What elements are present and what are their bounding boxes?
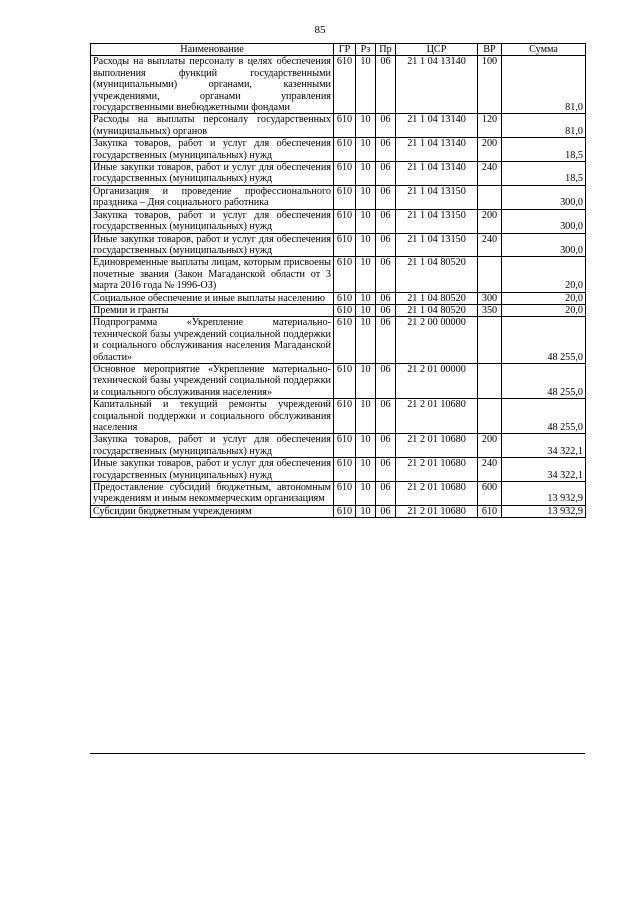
table-row [91,292,586,304]
cell-csr: 21 2 01 10680 [396,434,478,458]
cell-rz: 10 [356,114,376,138]
table-row [91,185,586,209]
table-row [91,363,586,398]
cell-gr: 610 [334,458,356,482]
cell-vr: 200 [478,138,502,162]
cell-csr: 21 2 01 10680 [396,399,478,434]
cell-vr: 200 [478,209,502,233]
cell-rz: 10 [356,162,376,186]
table-row [91,399,586,434]
cell-pr: 06 [376,257,396,292]
cell-rz: 10 [356,363,376,398]
cell-vr: 610 [478,505,502,517]
cell-pr: 06 [376,399,396,434]
cell-name: Единовременные выплаты лицам, которым присвоены почетные звания (Закон Магаданской области от 3 марта 2016 года № 1996-ОЗ) [91,257,334,292]
cell-pr: 06 [376,114,396,138]
cell-vr: 600 [478,482,502,506]
cell-gr: 610 [334,257,356,292]
cell-gr: 610 [334,317,356,364]
header-rz: Рз [356,44,376,56]
cell-rz: 10 [356,209,376,233]
cell-gr: 610 [334,363,356,398]
cell-csr: 21 2 00 00000 [396,317,478,364]
cell-csr: 21 1 04 13150 [396,185,478,209]
cell-gr: 610 [334,56,356,114]
header-name: Наименование [91,44,334,56]
cell-vr: 300 [478,292,502,304]
cell-vr [478,185,502,209]
cell-csr: 21 1 04 13150 [396,209,478,233]
cell-pr: 06 [376,138,396,162]
cell-rz: 10 [356,56,376,114]
cell-vr: 120 [478,114,502,138]
cell-name: Предоставление субсидий бюджетным, автономным учреждениям и иным некоммерческим организациям [91,482,334,506]
cell-csr: 21 1 04 80520 [396,257,478,292]
bottom-rule [90,753,585,754]
cell-rz: 10 [356,482,376,506]
cell-rz: 10 [356,257,376,292]
table-row [91,505,586,517]
cell-gr: 610 [334,233,356,257]
cell-sum: 300,0 [502,185,586,209]
table-header-row [91,44,586,56]
cell-rz: 10 [356,399,376,434]
cell-pr: 06 [376,304,396,316]
cell-gr: 610 [334,162,356,186]
cell-sum: 48 255,0 [502,317,586,364]
cell-sum: 20,0 [502,257,586,292]
header-csr: ЦСР [396,44,478,56]
cell-rz: 10 [356,304,376,316]
cell-sum: 48 255,0 [502,363,586,398]
cell-pr: 06 [376,482,396,506]
page-number: 85 [314,24,326,36]
cell-pr: 06 [376,162,396,186]
header-gr: ГР [334,44,356,56]
table-row [91,114,586,138]
cell-gr: 610 [334,434,356,458]
cell-name: Организация и проведение профессионального праздника – Дня социального работника [91,185,334,209]
cell-sum: 300,0 [502,209,586,233]
cell-vr: 100 [478,56,502,114]
table-row [91,317,586,364]
cell-vr: 350 [478,304,502,316]
cell-vr [478,317,502,364]
cell-pr: 06 [376,317,396,364]
cell-pr: 06 [376,56,396,114]
cell-vr: 240 [478,162,502,186]
cell-name: Закупка товаров, работ и услуг для обеспечения государственных (муниципальных) нужд [91,434,334,458]
cell-gr: 610 [334,138,356,162]
cell-vr: 240 [478,458,502,482]
table-row [91,458,586,482]
table-row [91,56,586,114]
table-row [91,209,586,233]
cell-rz: 10 [356,138,376,162]
cell-name: Закупка товаров, работ и услуг для обеспечения государственных (муниципальных) нужд [91,209,334,233]
cell-csr: 21 1 04 13140 [396,138,478,162]
cell-vr [478,399,502,434]
cell-pr: 06 [376,292,396,304]
cell-name: Закупка товаров, работ и услуг для обеспечения государственных (муниципальных) нужд [91,138,334,162]
cell-gr: 610 [334,209,356,233]
cell-sum: 13 932,9 [502,482,586,506]
cell-vr: 240 [478,233,502,257]
table-row [91,482,586,506]
cell-gr: 610 [334,292,356,304]
cell-vr [478,257,502,292]
cell-csr: 21 1 04 80520 [396,292,478,304]
cell-csr: 21 1 04 13150 [396,233,478,257]
cell-pr: 06 [376,209,396,233]
cell-csr: 21 1 04 13140 [396,114,478,138]
cell-name: Основное мероприятие «Укрепление материально-технической базы учреждений социальной поддержки и социального обслуживания населения» [91,363,334,398]
cell-pr: 06 [376,185,396,209]
budget-table [90,43,586,518]
table-row [91,138,586,162]
cell-sum: 34 322,1 [502,434,586,458]
cell-name: Расходы на выплаты персоналу в целях обеспечения выполнения функций государственными (муниципальными) органами, казенными учреждениями, органами управления государственными внебюджетными фондами [91,56,334,114]
cell-gr: 610 [334,304,356,316]
cell-rz: 10 [356,505,376,517]
cell-pr: 06 [376,458,396,482]
cell-gr: 610 [334,482,356,506]
cell-gr: 610 [334,114,356,138]
cell-csr: 21 2 01 10680 [396,505,478,517]
cell-name: Иные закупки товаров, работ и услуг для обеспечения государственных (муниципальных) нужд [91,162,334,186]
cell-csr: 21 1 04 13140 [396,162,478,186]
cell-vr: 200 [478,434,502,458]
cell-pr: 06 [376,233,396,257]
cell-sum: 18,5 [502,162,586,186]
table-row [91,434,586,458]
cell-name: Субсидии бюджетным учреждениям [91,505,334,517]
cell-name: Иные закупки товаров, работ и услуг для обеспечения государственных (муниципальных) нужд [91,233,334,257]
cell-name: Премии и гранты [91,304,334,316]
cell-pr: 06 [376,505,396,517]
cell-gr: 610 [334,399,356,434]
cell-pr: 06 [376,434,396,458]
cell-name: Капитальный и текущий ремонты учреждений социальной поддержки и социального обслуживания населения [91,399,334,434]
header-vr: ВР [478,44,502,56]
table-row [91,233,586,257]
cell-csr: 21 2 01 10680 [396,458,478,482]
table-row [91,257,586,292]
cell-sum: 34 322,1 [502,458,586,482]
cell-rz: 10 [356,185,376,209]
cell-sum: 18,5 [502,138,586,162]
cell-csr: 21 2 01 00000 [396,363,478,398]
cell-sum: 81,0 [502,114,586,138]
cell-pr: 06 [376,363,396,398]
cell-vr [478,363,502,398]
cell-sum: 20,0 [502,292,586,304]
cell-rz: 10 [356,317,376,364]
cell-gr: 610 [334,185,356,209]
header-sum: Сумма [502,44,586,56]
cell-csr: 21 2 01 10680 [396,482,478,506]
header-pr: Пр [376,44,396,56]
cell-sum: 300,0 [502,233,586,257]
cell-gr: 610 [334,505,356,517]
cell-sum: 13 932,9 [502,505,586,517]
cell-name: Иные закупки товаров, работ и услуг для обеспечения государственных (муниципальных) нужд [91,458,334,482]
cell-sum: 48 255,0 [502,399,586,434]
cell-sum: 81,0 [502,56,586,114]
cell-name: Социальное обеспечение и иные выплаты населению [91,292,334,304]
table-row [91,304,586,316]
cell-csr: 21 1 04 80520 [396,304,478,316]
cell-rz: 10 [356,458,376,482]
cell-name: Подпрограмма «Укрепление материально-технической базы учреждений социальной поддержки и социального обслуживания населения Магаданской области» [91,317,334,364]
cell-name: Расходы на выплаты персоналу государственных (муниципальных) органов [91,114,334,138]
cell-csr: 21 1 04 13140 [396,56,478,114]
cell-sum: 20,0 [502,304,586,316]
cell-rz: 10 [356,434,376,458]
table-row [91,162,586,186]
cell-rz: 10 [356,292,376,304]
cell-rz: 10 [356,233,376,257]
